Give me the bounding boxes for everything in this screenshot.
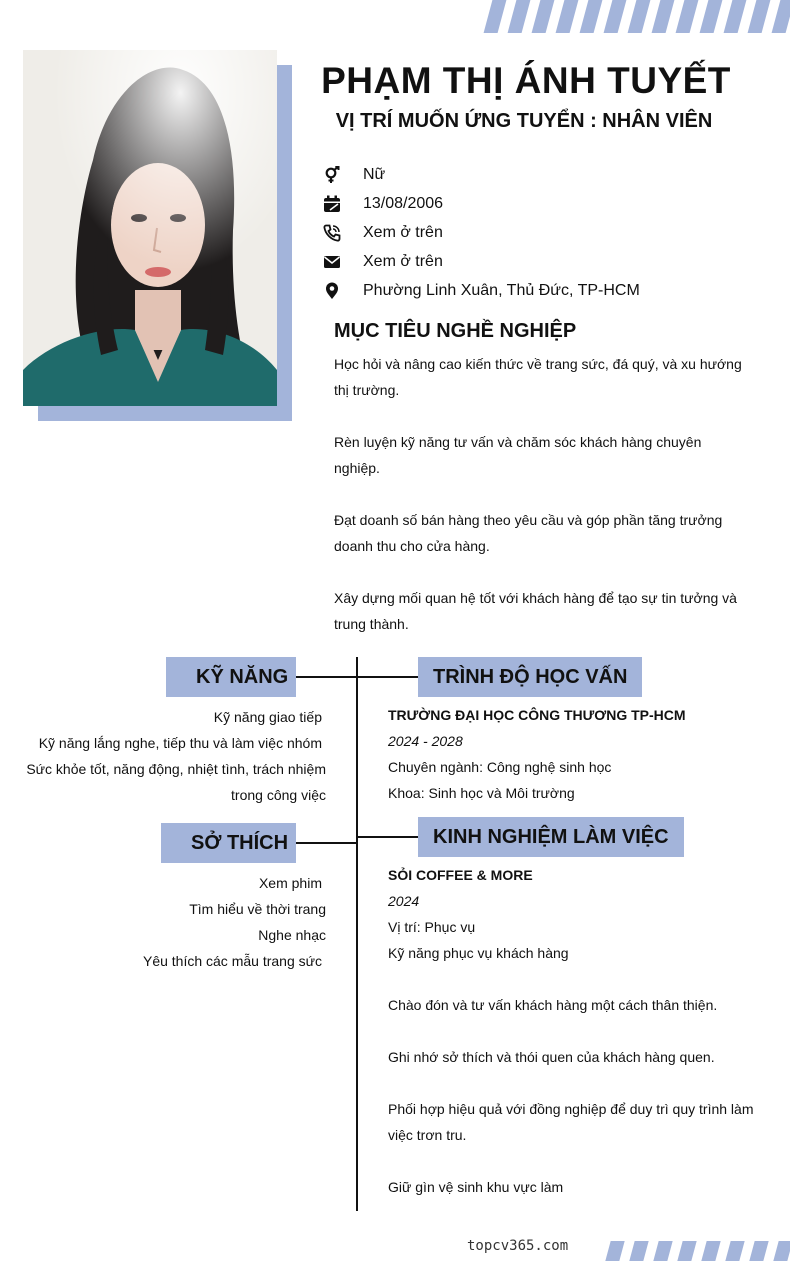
hobbies-connector-line [296, 842, 358, 844]
location-pin-icon [322, 282, 342, 300]
timeline-vertical-line [356, 657, 358, 1211]
experience-duty: Ghi nhớ sở thích và thói quen của khách hàng quen. [388, 1049, 715, 1065]
objective-paragraph: Xây dựng mối quan hệ tốt với khách hàng để tạo sự tin tưởng và trung thành. [334, 590, 737, 632]
skill-item: Kỹ năng lắng nghe, tiếp thu và làm việc nhóm [38, 735, 322, 751]
objective-paragraph: Học hỏi và nâng cao kiến thức về trang sức, đá quý, và xu hướng thị trường. [334, 356, 742, 398]
bottom-stripes-decoration [608, 1241, 790, 1261]
hobby-item: Nghe nhạc [258, 927, 326, 943]
education-block [388, 702, 768, 806]
experience-skill: Kỹ năng phục vụ khách hàng [388, 945, 569, 961]
experience-connector-line [358, 836, 418, 838]
info-phone-text: Xem ở trên [363, 223, 443, 241]
skills-list [11, 704, 326, 808]
info-gender-text: Nữ [363, 165, 386, 183]
top-stripes-decoration [488, 0, 790, 33]
info-birthdate-text: 13/08/2006 [363, 194, 444, 212]
experience-duty: Giữ gìn vệ sinh khu vực làm [388, 1179, 564, 1195]
experience-dates: 2024 [388, 893, 420, 909]
calendar-icon [322, 195, 342, 213]
skill-item: Sức khỏe tốt, năng động, nhiệt tình, trách nhiệm trong công việc [26, 761, 326, 803]
info-address [322, 276, 640, 305]
objective-title: MỤC TIÊU NGHỀ NGHIỆP [334, 320, 577, 342]
hobbies-title: SỞ THÍCH [161, 823, 296, 863]
candidate-name: PHẠM THỊ ÁNH TUYẾT [321, 60, 731, 101]
skills-connector-line [296, 676, 358, 678]
info-phone [322, 218, 640, 247]
email-icon [322, 253, 342, 271]
hobby-item: Yêu thích các mẫu trang sức [142, 953, 322, 969]
skill-item: Kỹ năng giao tiếp [213, 709, 322, 725]
experience-company: SỎI COFFEE & MORE [388, 867, 533, 883]
skills-title: KỸ NĂNG [166, 657, 296, 697]
phone-icon [322, 224, 342, 242]
education-major: Chuyên ngành: Công nghệ sinh học [388, 759, 612, 775]
footer-site: topcv365.com [467, 1238, 569, 1254]
objective-body [334, 351, 744, 663]
profile-photo [23, 50, 277, 406]
hobby-item: Xem phim [258, 875, 322, 891]
education-title: TRÌNH ĐỘ HỌC VẤN [418, 657, 642, 697]
education-school: TRƯỜNG ĐẠI HỌC CÔNG THƯƠNG TP-HCM [388, 707, 686, 723]
objective-paragraph: Đạt doanh số bán hàng theo yêu cầu và góp phần tăng trưởng doanh thu cho cửa hàng. [334, 512, 723, 554]
info-email [322, 247, 640, 276]
hobbies-list [11, 870, 326, 974]
info-email-text: Xem ở trên [363, 252, 443, 270]
experience-title: KINH NGHIỆM LÀM VIỆC [418, 817, 684, 857]
experience-role: Vị trí: Phục vụ [388, 919, 476, 935]
education-dates: 2024 - 2028 [388, 733, 463, 749]
experience-duty: Chào đón và tư vấn khách hàng một cách thân thiện. [388, 997, 718, 1013]
objective-paragraph: Rèn luyện kỹ năng tư vấn và chăm sóc khách hàng chuyên nghiệp. [334, 434, 702, 476]
gender-icon [322, 166, 342, 184]
personal-info-list [322, 160, 640, 305]
education-connector-line [358, 676, 418, 678]
experience-block [388, 862, 768, 1200]
info-address-text: Phường Linh Xuân, Thủ Đức, TP-HCM [363, 281, 640, 299]
hobby-item: Tìm hiểu về thời trang [189, 901, 326, 917]
desired-position: VỊ TRÍ MUỐN ỨNG TUYỂN : NHÂN VIÊN [335, 110, 713, 132]
info-gender [322, 160, 640, 189]
education-faculty: Khoa: Sinh học và Môi trường [388, 785, 575, 801]
info-birthdate [322, 189, 640, 218]
experience-duty: Phối hợp hiệu quả với đồng nghiệp để duy trì quy trình làm việc trơn tru. [388, 1101, 754, 1143]
